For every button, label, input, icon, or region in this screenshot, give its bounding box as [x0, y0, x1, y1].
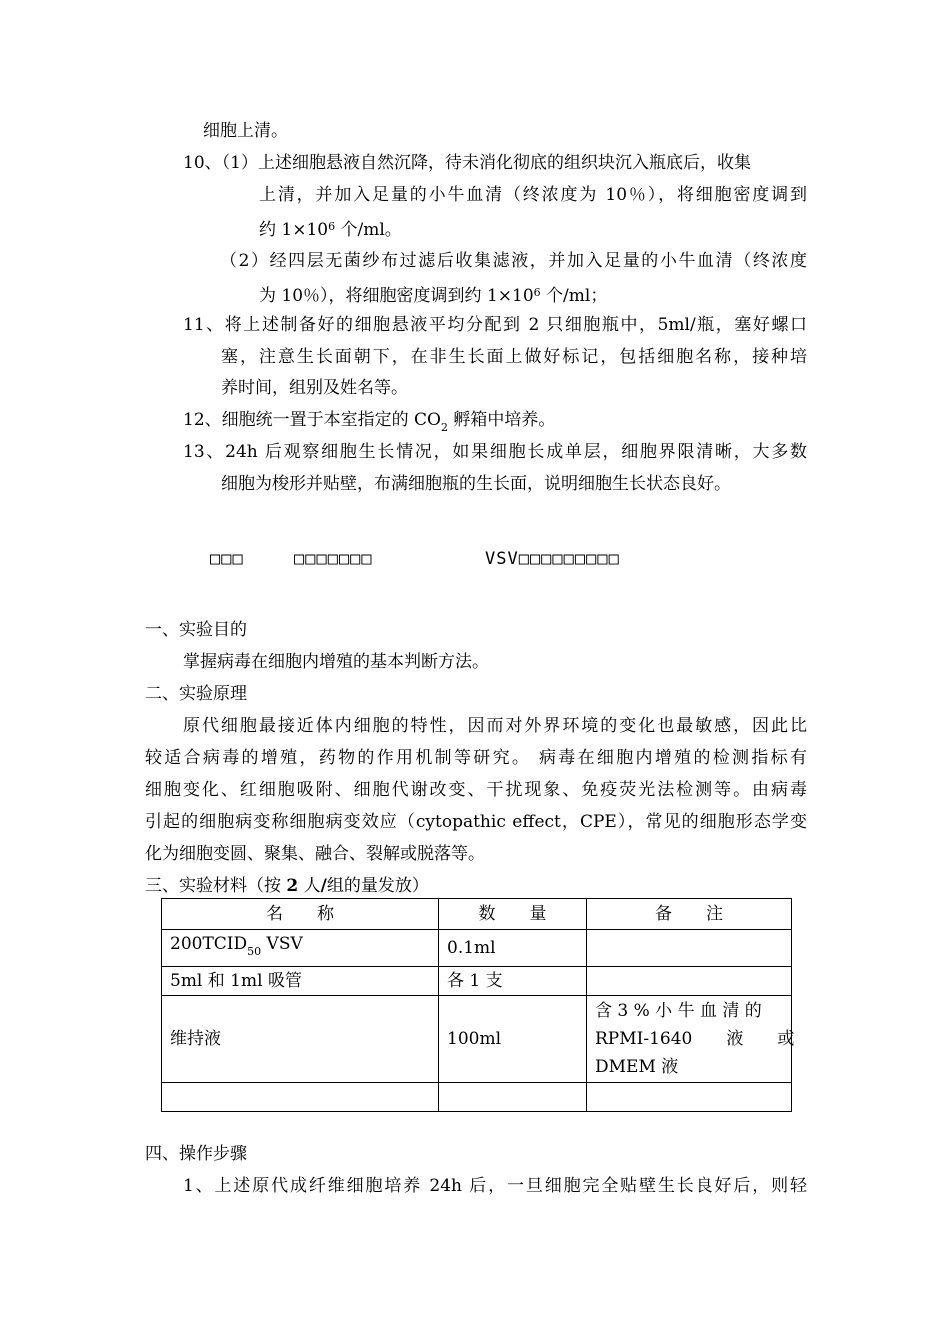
table-row: [162, 930, 792, 967]
section-title: [145, 875, 429, 897]
text-line: 塞，注意生长面朝下，在非生长面上做好标记，包括细胞名称，接种培: [221, 347, 807, 367]
text-line: [259, 282, 607, 304]
note-cell: [587, 1083, 792, 1112]
note-line: 含 3 % 小 牛 血 清 的: [595, 1001, 762, 1021]
section-heading-part: VSV□□□□□□□□□: [485, 549, 620, 569]
table-row: [162, 1083, 792, 1112]
qty-cell: [439, 1083, 587, 1112]
step-10-1-line: [183, 152, 807, 174]
section-title: 一、实验目的: [145, 620, 247, 640]
superscript: 6: [328, 220, 336, 233]
step-10-2-line: （2）经四层无菌纱布过滤后收集滤液，并加入足量的小牛血清（终浓度: [220, 251, 807, 271]
paragraph-line: 较适合病毒的增殖，药物的作用机制等研究。 病毒在细胞内增殖的检测指标有: [145, 748, 807, 768]
qty-cell: 各 1 支: [439, 967, 587, 996]
paragraph-line: 原代细胞最接近体内细胞的特性，因而对外界环境的变化也最敏感，因此比: [183, 716, 807, 736]
text-line: 细胞上清。: [203, 121, 288, 141]
text: 孵箱中培养。: [447, 410, 556, 430]
bold-text: /: [320, 876, 327, 896]
paragraph-line: 1、上述原代成纤维细胞培养 24h 后，一旦细胞完全贴壁生长良好后，则轻: [183, 1176, 807, 1196]
step-number: 10、（1）: [183, 153, 258, 173]
table-row: [162, 967, 792, 996]
text: 三、实验材料（按: [145, 876, 287, 896]
name-cell: [162, 1083, 439, 1112]
superscript: 6: [533, 286, 541, 299]
name-cell: [162, 930, 439, 967]
paragraph-line: 掌握病毒在细胞内增殖的基本判断方法。: [183, 652, 489, 672]
table-row: [162, 996, 792, 1083]
paragraph-line: 化为细胞变圆、聚集、融合、裂解或脱落等。: [145, 844, 485, 864]
name-cell: 维持液: [162, 996, 439, 1083]
text: 约 1×10: [259, 220, 329, 240]
text-line: 细胞为梭形并贴壁，布满细胞瓶的生长面，说明细胞生长状态良好。: [221, 474, 731, 494]
note-cell: [587, 930, 792, 967]
paragraph-line: 引起的细胞病变称细胞病变效应（cytopathic effect，CPE），常见的细胞形态学变: [145, 812, 807, 832]
header-cell: 数 量: [439, 899, 587, 930]
note-line: RPMI-1640 液 或: [595, 1029, 795, 1049]
note-line: DMEM 液: [595, 1057, 679, 1077]
note-cell: [587, 996, 795, 1083]
text: 个/ml。: [335, 220, 402, 240]
step-12-line: [183, 409, 556, 434]
header-cell: 备 注: [587, 899, 792, 930]
section-heading-part: □□□□□□□: [294, 549, 373, 569]
section-heading-part: □□□: [210, 549, 244, 569]
step-11-line: 11、将上述制备好的细胞悬液平均分配到 2 只细胞瓶中，5ml/瓶，塞好螺口: [183, 315, 807, 335]
note-cell: [587, 967, 792, 996]
text-line: 上清，并加入足量的小牛血清（终浓度为 10％），将细胞密度调到: [259, 185, 807, 205]
table-header-row: [162, 899, 792, 930]
bold-text: 2: [286, 876, 299, 896]
text: 个/ml；: [540, 286, 608, 306]
section-title: 四、操作步骤: [145, 1144, 247, 1164]
name-cell: 5ml 和 1ml 吸管: [162, 967, 439, 996]
text: 人: [298, 876, 321, 896]
qty-cell: 0.1ml: [439, 930, 587, 967]
step-13-line: 13、24h 后观察细胞生长情况，如果细胞长成单层，细胞界限清晰，大多数: [183, 442, 807, 462]
text: 12、细胞统一置于本室指定的 CO: [183, 410, 441, 430]
text: VSV: [261, 934, 303, 954]
text-line: 养时间，组别及姓名等。: [221, 378, 408, 398]
paragraph-line: 细胞变化、红细胞吸附、细胞代谢改变、干扰现象、免疫荧光法检测等。由病毒: [145, 780, 807, 800]
text: 组的量发放）: [326, 876, 429, 896]
qty-cell: 100ml: [439, 996, 587, 1083]
materials-table: [161, 898, 795, 1112]
subscript: 2: [440, 421, 448, 434]
section-title: 二、实验原理: [145, 684, 247, 704]
subscript: 50: [247, 945, 262, 958]
text: 为 10％），将细胞密度调到约 1×10: [259, 286, 534, 306]
text-line: [259, 216, 402, 238]
header-cell: 名 称: [162, 899, 439, 930]
text: 上述细胞悬液自然沉降，待未消化彻底的组织块沉入瓶底后，收集: [257, 153, 751, 173]
text: 200TCID: [170, 934, 248, 954]
